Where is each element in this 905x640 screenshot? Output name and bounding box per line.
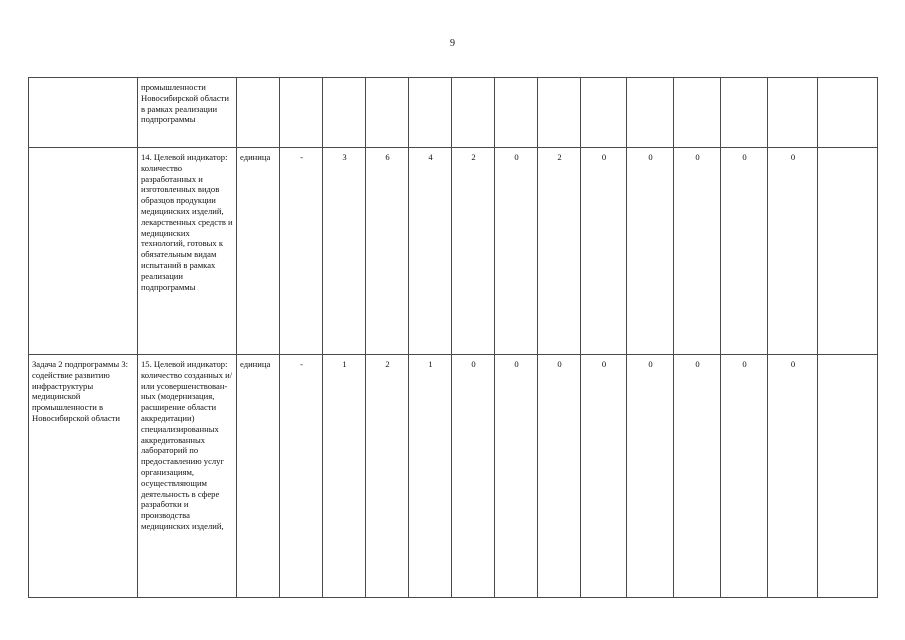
value-cell: 1 <box>409 355 452 598</box>
value-cell <box>818 355 878 598</box>
value-cell <box>280 78 323 148</box>
value-cell: 0 <box>538 355 581 598</box>
table-row <box>29 148 878 355</box>
value-cell: 0 <box>581 355 627 598</box>
value-cell: 2 <box>452 148 495 355</box>
value-cell <box>495 78 538 148</box>
value-cell: 0 <box>627 148 674 355</box>
value-cell <box>818 148 878 355</box>
unit-cell: единица <box>237 355 280 598</box>
task-cell <box>29 78 138 148</box>
value-cell: - <box>280 355 323 598</box>
value-cell <box>627 78 674 148</box>
indicators-table <box>28 77 878 598</box>
task-cell: Задача 2 подпрограммы 3: содействие развитию инфраструктуры медицинской промышленности в Новосибирской области <box>29 355 138 598</box>
value-cell: 1 <box>323 355 366 598</box>
value-cell: 0 <box>768 148 818 355</box>
table-row <box>29 78 878 148</box>
value-cell <box>409 78 452 148</box>
value-cell: 4 <box>409 148 452 355</box>
task-cell <box>29 148 138 355</box>
value-cell: 0 <box>674 355 721 598</box>
value-cell <box>721 78 768 148</box>
unit-cell <box>237 78 280 148</box>
value-cell <box>818 78 878 148</box>
indicator-cell: промышленности Новосибирской области в рамках реализации подпрограммы <box>138 78 237 148</box>
value-cell: 3 <box>323 148 366 355</box>
value-cell <box>768 78 818 148</box>
value-cell: 0 <box>495 148 538 355</box>
value-cell <box>581 78 627 148</box>
value-cell <box>452 78 495 148</box>
value-cell: 0 <box>768 355 818 598</box>
value-cell: 0 <box>674 148 721 355</box>
value-cell <box>323 78 366 148</box>
value-cell: 0 <box>721 355 768 598</box>
value-cell: 0 <box>721 148 768 355</box>
value-cell: 6 <box>366 148 409 355</box>
value-cell: - <box>280 148 323 355</box>
value-cell: 2 <box>366 355 409 598</box>
page-number: 9 <box>450 38 455 49</box>
value-cell <box>538 78 581 148</box>
value-cell <box>674 78 721 148</box>
indicator-cell: 14. Целевой индикатор: количество разработанных и изготовленных видов образцов продукции медицинских изделий, лекарственных средств и медицинских технологий, готовых к обязательным видам испытаний в рамках реализации подпрограммы <box>138 148 237 355</box>
unit-cell: единица <box>237 148 280 355</box>
value-cell <box>366 78 409 148</box>
indicator-cell: 15. Целевой индикатор: количество созданных и/или усовершенствован-ных (модернизация, расширение области аккредитации) специализированных аккредитованных лабораторий по предоставлению услуг организациям, осуществляющим деятельность в сфере разработки и производства медицинских изделий, <box>138 355 237 598</box>
value-cell: 0 <box>627 355 674 598</box>
value-cell: 0 <box>581 148 627 355</box>
value-cell: 0 <box>452 355 495 598</box>
table-row <box>29 355 878 598</box>
value-cell: 2 <box>538 148 581 355</box>
value-cell: 0 <box>495 355 538 598</box>
